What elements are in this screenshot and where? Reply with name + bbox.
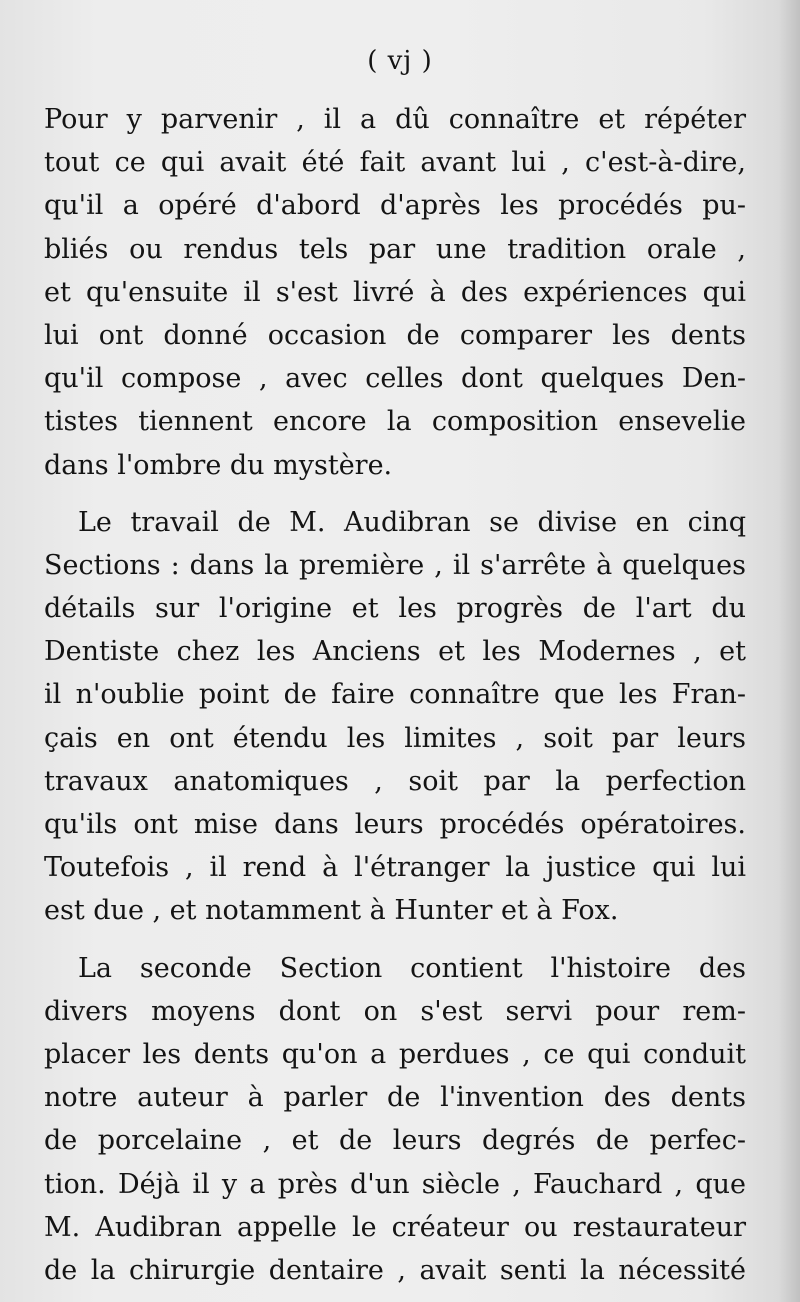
text-line: dans l'ombre du mystère. xyxy=(44,449,393,481)
text-line: Sections : dans la première , il s'arrête à quelques xyxy=(44,549,746,581)
page-edge-shadow xyxy=(778,0,800,1302)
page-number-header: ( vj ) xyxy=(367,46,433,76)
text-line: il n'oublie point de faire connaître que les Fran- xyxy=(44,679,746,711)
text-line: divers moyens dont on s'est servi pour rem- xyxy=(44,995,746,1027)
text-line: est due , et notamment à Hunter et à Fox. xyxy=(44,895,619,927)
text-line: Toutefois , il rend à l'étranger la justice qui lui xyxy=(44,852,746,884)
paragraph xyxy=(44,947,746,1293)
text-line: notre auteur à parler de l'invention des dents xyxy=(44,1082,746,1114)
text-line: Dentiste chez les Anciens et les Modernes , et xyxy=(44,636,746,668)
paragraph xyxy=(44,501,746,933)
text-line: Pour y parvenir , il a dû connaître et répéter xyxy=(44,104,746,135)
text-line: travaux anatomiques , soit par la perfection xyxy=(44,765,746,797)
text-line: placer les dents qu'on a perdues , ce qui conduit xyxy=(44,1038,746,1070)
text-line: çais en ont étendu les limites , soit par leurs xyxy=(44,722,746,754)
text-line: qu'il compose , avec celles dont quelques Den- xyxy=(44,363,746,395)
text-line: lui ont donné occasion de comparer les dents xyxy=(44,319,746,351)
text-line: La seconde Section contient l'histoire des xyxy=(78,952,746,984)
text-line: M. Audibran appelle le créateur ou restaurateur xyxy=(44,1211,746,1243)
text-line: qu'ils ont mise dans leurs procédés opératoires. xyxy=(44,809,746,840)
text-line: tistes tiennent encore la composition ensevelie xyxy=(44,406,746,438)
text-line: Le travail de M. Audibran se divise en cinq xyxy=(78,506,746,538)
text-line: et qu'ensuite il s'est livré à des expériences qui xyxy=(44,276,746,308)
paragraph xyxy=(44,98,746,487)
text-line: détails sur l'origine et les progrès de l'art du xyxy=(44,593,746,625)
body-text xyxy=(44,98,746,1292)
text-line: de la chirurgie dentaire , avait senti la nécessité xyxy=(44,1254,746,1286)
text-line: tout ce qui avait été fait avant lui , c'est-à-dire, xyxy=(44,147,746,179)
text-line: de porcelaine , et de leurs degrés de perfec- xyxy=(44,1125,746,1157)
text-line: qu'il a opéré d'abord d'après les procédés pu- xyxy=(44,190,746,222)
text-line: bliés ou rendus tels par une tradition orale , xyxy=(44,233,746,265)
text-line: tion. Déjà il y a près d'un siècle , Fauchard , que xyxy=(44,1168,746,1200)
